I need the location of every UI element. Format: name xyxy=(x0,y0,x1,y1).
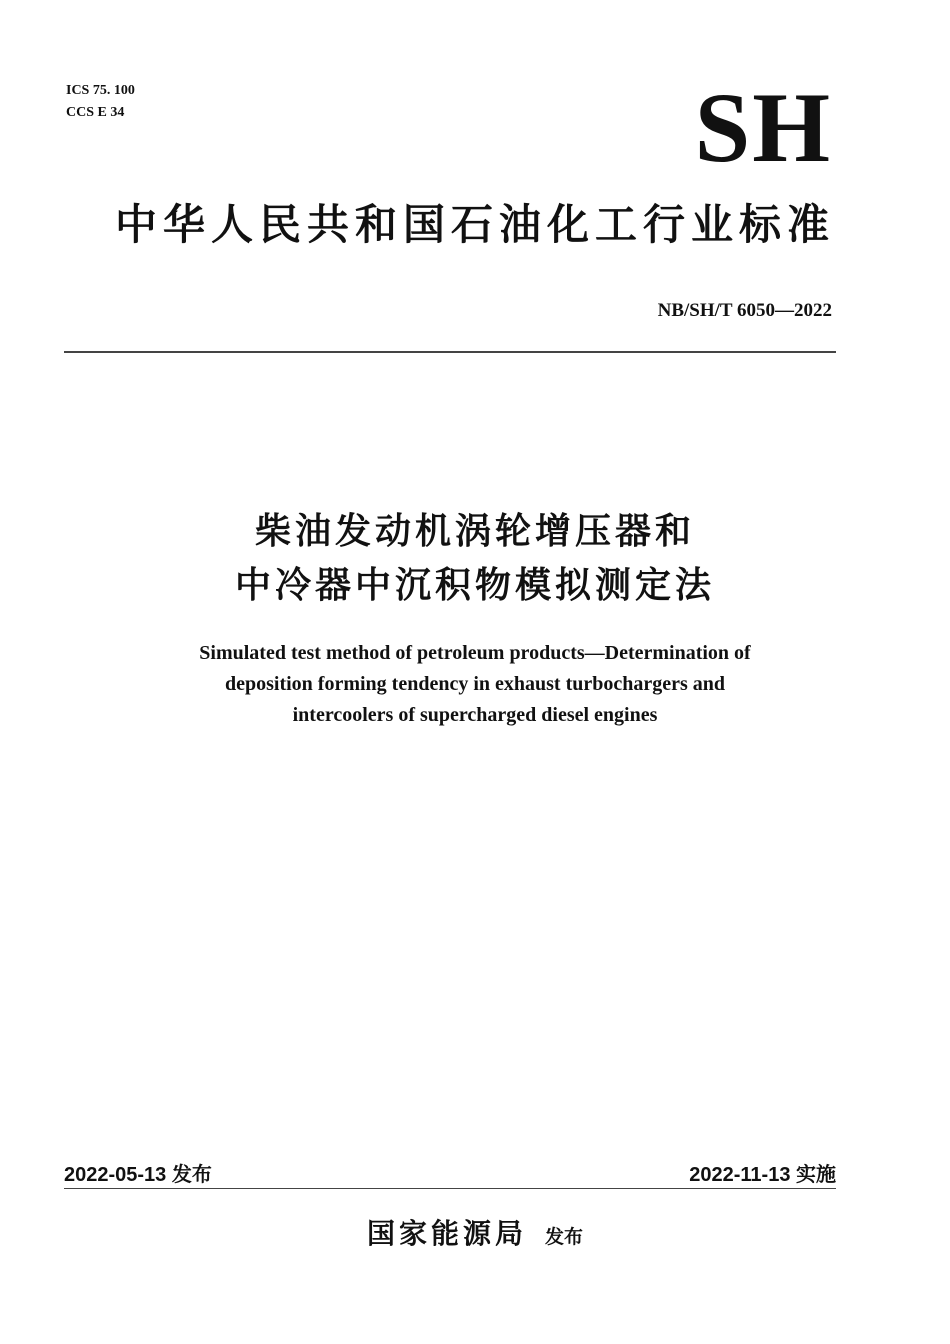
english-title-line-3: intercoolers of supercharged diesel engines xyxy=(292,704,658,726)
standard-number: NB/SH/T 6050—2022 xyxy=(657,300,832,321)
standard-logo: SH xyxy=(694,72,832,183)
classification-codes xyxy=(66,80,135,124)
chinese-title xyxy=(0,505,950,613)
issuer-name: 国家能源局 xyxy=(366,1217,527,1250)
issuer-block xyxy=(0,1212,950,1252)
english-title-line-2: deposition forming tendency in exhaust turbochargers and xyxy=(224,673,726,695)
ccs-code: CCS E 34 xyxy=(66,105,125,120)
implement-date: 2022-11-13 实施 xyxy=(689,1164,836,1186)
english-title-line-1: Simulated test method of petroleum products—Determination of xyxy=(199,642,751,664)
issue-label: 发布 xyxy=(545,1226,584,1248)
publish-date: 2022-05-13 发布 xyxy=(64,1164,212,1186)
ics-code: ICS 75. 100 xyxy=(66,83,135,98)
industry-standard-title: 中华人民共和国石油化工行业标准 xyxy=(114,200,835,249)
footer-divider xyxy=(64,1188,836,1189)
english-title xyxy=(0,638,950,731)
header-divider xyxy=(64,351,836,353)
chinese-title-line-1: 柴油发动机涡轮增压器和 xyxy=(254,511,695,552)
chinese-title-line-2: 中冷器中沉积物模拟测定法 xyxy=(234,565,715,606)
